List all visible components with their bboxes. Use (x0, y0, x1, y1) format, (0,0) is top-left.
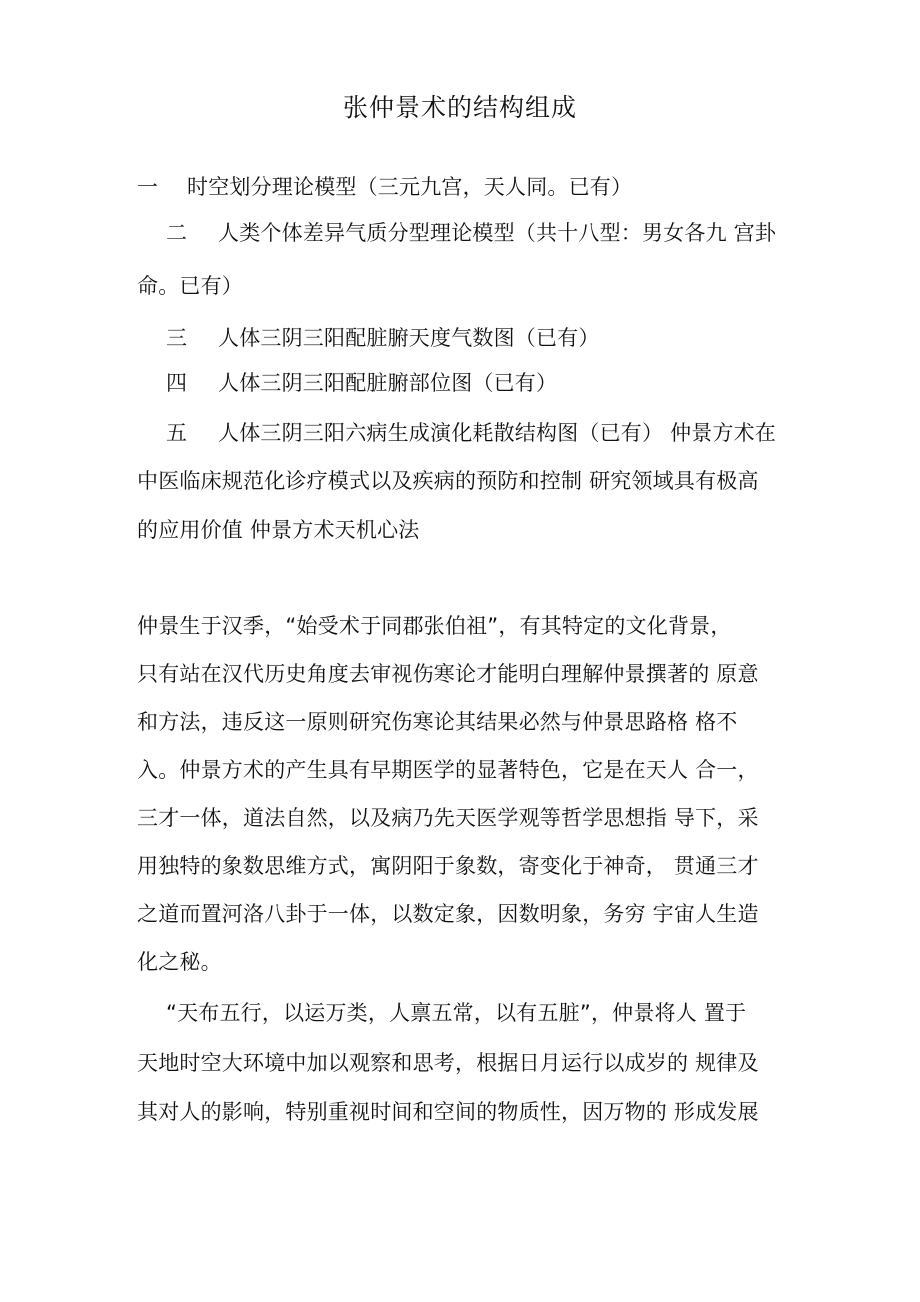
paragraph-1-line-6: 用独特的象数思维方式，寓阴阳于象数，寄变化于神奇， 贯通三才 (137, 854, 759, 878)
item-number: 四 (166, 371, 188, 395)
paragraph-2-line-2: 天地时空大环境中加以观察和思考，根据日月运行以成岁的 规律及 (137, 1051, 759, 1075)
item-number: 三 (166, 326, 188, 350)
paragraph-1-line-7: 之道而置河洛八卦于一体，以数定象，因数明象，务穷 宇宙人生造 (137, 902, 759, 926)
item-number: 一 (137, 175, 159, 199)
list-item-4 (166, 368, 557, 398)
paragraph-1-line-2: 只有站在汉代历史角度去审视伤寒论才能明白理解仲景撰著的 原意 (137, 662, 759, 686)
list-item-1 (137, 172, 632, 202)
document-title: 张仲景术的结构组成 (342, 93, 577, 122)
paragraph-1-line-5: 三才一体，道法自然，以及病乃先天医学观等哲学思想指 导下，采 (137, 806, 759, 830)
list-item-3 (166, 323, 600, 353)
item-5-continuation-2: 的应用价值 仲景方术天机心法 (137, 518, 420, 542)
paragraph-1-line-4: 入。仲景方术的产生具有早期医学的显著特色，它是在天人 合一， (137, 758, 759, 782)
paragraph-2-line-3: 其对人的影响，特别重视时间和空间的物质性，因万物的 形成发展 (137, 1100, 759, 1124)
item-text: 人体三阴三阳六病生成演化耗散结构图（已有） 仲景方术在 (218, 421, 777, 445)
paragraph-1-line-8: 化之秘。 (137, 950, 222, 974)
item-text: 时空划分理论模型（三元九宫，天人同。已有） (187, 175, 633, 199)
item-5-continuation-1: 中医临床规范化诊疗模式以及疾病的预防和控制 研究领域具有极高 (137, 469, 759, 493)
item-text: 人体三阴三阳配脏腑天度气数图（已有） (218, 326, 600, 350)
paragraph-2-line-1: “天布五行，以运万类，人禀五常，以有五脏”，仲景将人 置于 (166, 1001, 747, 1025)
item-2-continuation: 命。已有） (137, 274, 243, 298)
item-text: 人类个体差异气质分型理论模型（共十八型：男女各九 宫卦 (218, 221, 777, 245)
list-item-2 (166, 218, 776, 248)
paragraph-1-line-3: 和方法，违反这一原则研究伤寒论其结果必然与仲景思路格 格不 (137, 710, 738, 734)
paragraph-1-line-1: 仲景生于汉季，“始受术于同郡张伯祖”，有其特定的文化背景， (137, 614, 732, 638)
item-number: 二 (166, 221, 188, 245)
item-text: 人体三阴三阳配脏腑部位图（已有） (218, 371, 558, 395)
item-number: 五 (166, 421, 188, 445)
list-item-5 (166, 418, 776, 448)
